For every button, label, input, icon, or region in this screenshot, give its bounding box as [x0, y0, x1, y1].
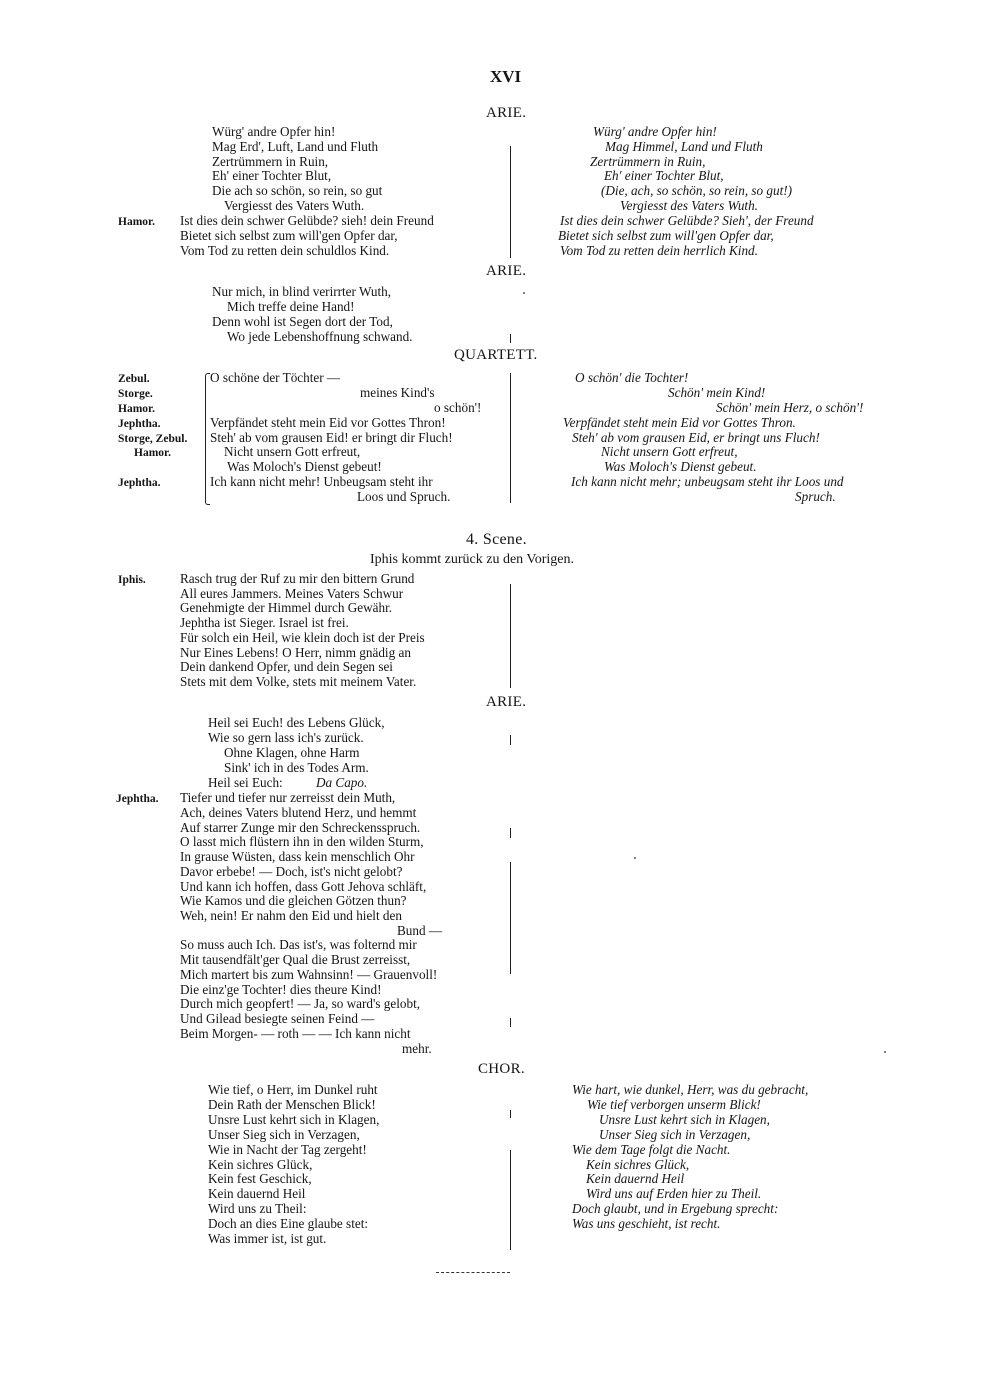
column-divider	[510, 828, 511, 838]
right-line: Mag Himmel, Land und Fluth	[605, 139, 763, 154]
scene-subtitle: Iphis kommt zurück zu den Vorigen.	[370, 552, 575, 567]
left-line: meines Kind's	[360, 385, 435, 400]
left-line: Mich martert bis zum Wahnsinn! — Grauenvoll!	[180, 967, 438, 982]
left-line: Durch mich geopfert! — Ja, so ward's gelobt,	[180, 996, 421, 1011]
left-line: Kein fest Geschick,	[208, 1171, 312, 1186]
column-divider	[510, 1150, 511, 1250]
page-number: XVI	[490, 67, 522, 86]
speaker-label: Storge, Zebul.	[118, 433, 188, 445]
speaker-label: Hamor.	[134, 447, 171, 459]
left-line: Genehmigte der Himmel durch Gewähr.	[180, 600, 393, 615]
right-line: Kein sichres Glück,	[586, 1157, 690, 1172]
speaker-label: Jephtha.	[118, 477, 161, 489]
left-line: So muss auch Ich. Das ist's, was folternd mir	[180, 937, 417, 952]
left-line: Dein dankend Opfer, und dein Segen sei	[180, 659, 393, 674]
column-divider	[510, 1110, 511, 1118]
left-line: Heil sei Euch! des Lebens Glück,	[208, 715, 385, 730]
left-line: Kein dauernd Heil	[208, 1186, 306, 1201]
right-line: Nicht unsern Gott erfreut,	[601, 444, 738, 459]
left-line: Die ach so schön, so rein, so gut	[212, 183, 383, 198]
left-line: Ohne Klagen, ohne Harm	[224, 745, 360, 760]
left-line: Ich kann nicht mehr! Unbeugsam steht ihr	[210, 474, 433, 489]
column-divider	[510, 334, 511, 343]
left-line: Vom Tod zu retten dein schuldlos Kind.	[180, 243, 390, 258]
left-line: Beim Morgen- — roth — — Ich kann nicht	[180, 1026, 411, 1041]
right-line: O schön' die Tochter!	[575, 370, 689, 385]
right-line: Eh' einer Tochter Blut,	[604, 168, 724, 183]
left-line: Rasch trug der Ruf zu mir den bittern Grund	[180, 571, 415, 586]
speaker-label: Hamor.	[118, 216, 155, 228]
right-line: Doch glaubt, und in Ergebung sprecht:	[572, 1201, 779, 1216]
left-line: Mich treffe deine Hand!	[227, 299, 355, 314]
left-line: All eures Jammers. Meines Vaters Schwur	[180, 586, 404, 601]
right-line: Was uns geschieht, ist recht.	[572, 1216, 721, 1231]
left-line: Wird uns zu Theil:	[208, 1201, 307, 1216]
speaker-label: Hamor.	[118, 403, 155, 415]
left-line: Unsre Lust kehrt sich in Klagen,	[208, 1112, 380, 1127]
scan-speck	[884, 1051, 886, 1053]
speaker-label: Zebul.	[118, 373, 150, 385]
closing-rule	[436, 1272, 510, 1273]
section-heading-arie: ARIE.	[486, 694, 527, 710]
left-line: Nur mich, in blind verirrter Wuth,	[212, 284, 392, 299]
right-line: Unsre Lust kehrt sich in Klagen,	[599, 1112, 770, 1127]
left-line: Doch an dies Eine glaube stet:	[208, 1216, 369, 1231]
left-line: Denn wohl ist Segen dort der Tod,	[212, 314, 393, 329]
left-line: Nicht unsern Gott erfreut,	[224, 444, 361, 459]
left-line: Für solch ein Heil, wie klein doch ist der Preis	[180, 630, 425, 645]
right-line: Schön' mein Kind!	[668, 385, 766, 400]
left-line: Zertrümmern in Ruin,	[212, 154, 329, 169]
section-heading-arie: ARIE.	[486, 105, 527, 121]
column-divider	[510, 373, 511, 503]
left-line: mehr.	[402, 1041, 432, 1056]
right-line: Ich kann nicht mehr; unbeugsam steht ihr Loos und	[571, 474, 844, 489]
left-line: Davor erbebe! — Doch, ist's nicht gelobt?	[180, 864, 403, 879]
right-line: Vom Tod zu retten dein herrlich Kind.	[560, 243, 758, 258]
column-divider	[510, 862, 511, 974]
left-line: Mag Erd', Luft, Land und Fluth	[212, 139, 379, 154]
left-line: Bund —	[397, 923, 443, 938]
right-line: Zertrümmern in Ruin,	[590, 154, 706, 169]
speaker-label: Jephtha.	[116, 793, 159, 805]
left-line: Eh' einer Tochter Blut,	[212, 168, 332, 183]
left-line: Ach, deines Vaters blutend Herz, und hemmt	[180, 805, 417, 820]
column-divider	[510, 146, 511, 258]
left-line: Auf starrer Zunge mir den Schreckensspruch.	[180, 820, 421, 835]
speaker-label: Iphis.	[118, 574, 146, 586]
left-line: Wie so gern lass ich's zurück.	[208, 730, 364, 745]
left-line: Bietet sich selbst zum will'gen Opfer dar,	[180, 228, 398, 243]
right-line: (Die, ach, so schön, so rein, so gut!)	[601, 183, 793, 198]
left-line: Mit tausendfält'ger Qual die Brust zerreisst,	[180, 952, 411, 967]
section-heading-chor: CHOR.	[478, 1061, 525, 1077]
left-line: Wie in Nacht der Tag zergeht!	[208, 1142, 367, 1157]
right-line: Wie dem Tage folgt die Nacht.	[572, 1142, 731, 1157]
left-line: Steh' ab vom grausen Eid! er bringt dir Fluch!	[210, 430, 453, 445]
left-line: O lasst mich flüstern ihn in den wilden Sturm,	[180, 834, 424, 849]
left-line: Nur Eines Lebens! O Herr, nimm gnädig an	[180, 645, 411, 660]
left-line: Heil sei Euch:	[208, 775, 283, 790]
column-divider	[510, 735, 511, 745]
right-line: Was Moloch's Dienst gebeut.	[604, 459, 757, 474]
right-line: Kein dauernd Heil	[586, 1171, 685, 1186]
da-capo-marking: Da Capo.	[316, 775, 368, 790]
left-line: Was immer ist, ist gut.	[208, 1231, 327, 1246]
left-line: Und Gilead besiegte seinen Feind —	[180, 1011, 375, 1026]
right-line: Wird uns auf Erden hier zu Theil.	[586, 1186, 762, 1201]
left-line: In grause Wüsten, dass kein menschlich Ohr	[180, 849, 415, 864]
left-line: Wie Kamos und die gleichen Götzen thun?	[180, 893, 407, 908]
right-line: Ist dies dein schwer Gelübde? Sieh', der Freund	[560, 213, 814, 228]
left-line: Würg' andre Opfer hin!	[212, 124, 336, 139]
scan-speck	[523, 292, 525, 294]
speaker-label: Jephtha.	[118, 418, 161, 430]
right-line: Schön' mein Herz, o schön'!	[716, 400, 864, 415]
right-line: Verpfändet steht mein Eid vor Gottes Thron.	[563, 415, 796, 430]
left-line: Tiefer und tiefer nur zerreisst dein Muth,	[180, 790, 396, 805]
left-line: Stets mit dem Volke, stets mit meinem Vater.	[180, 674, 417, 689]
left-line: Was Moloch's Dienst gebeut!	[227, 459, 382, 474]
right-line: Vergiesst des Vaters Wuth.	[620, 198, 758, 213]
section-heading-arie: ARIE.	[486, 263, 527, 279]
right-line: Würg' andre Opfer hin!	[593, 124, 717, 139]
section-heading-quartett: QUARTETT.	[454, 347, 538, 363]
left-line: Und kann ich hoffen, dass Gott Jehova schläft,	[180, 879, 427, 894]
column-divider	[510, 1018, 511, 1027]
right-line: Spruch.	[795, 489, 836, 504]
right-line: Unser Sieg sich in Verzagen,	[599, 1127, 751, 1142]
scan-speck	[634, 857, 636, 859]
scene-title: 4. Scene.	[466, 531, 527, 548]
left-line: Sink' ich in des Todes Arm.	[224, 760, 369, 775]
left-line: O schöne der Töchter —	[210, 370, 341, 385]
right-line: Bietet sich selbst zum will'gen Opfer dar,	[558, 228, 774, 243]
right-line: Wie hart, wie dunkel, Herr, was du gebracht,	[572, 1082, 809, 1097]
speaker-label: Storge.	[118, 388, 153, 400]
left-line: Wo jede Lebenshoffnung schwand.	[227, 329, 413, 344]
right-line: Wie tief verborgen unserm Blick!	[587, 1097, 761, 1112]
left-line: Jephtha ist Sieger. Israel ist frei.	[180, 615, 349, 630]
right-line: Steh' ab vom grausen Eid, er bringt uns Fluch!	[572, 430, 820, 445]
left-line: Die einz'ge Tochter! dies theure Kind!	[180, 982, 382, 997]
left-line: Dein Rath der Menschen Blick!	[208, 1097, 376, 1112]
column-divider	[510, 584, 511, 688]
left-line: Kein sichres Glück,	[208, 1157, 313, 1172]
left-line: Loos und Spruch.	[357, 489, 451, 504]
left-line: o schön'!	[434, 400, 482, 415]
left-line: Unser Sieg sich in Verzagen,	[208, 1127, 360, 1142]
left-line: Verpfändet steht mein Eid vor Gottes Thron!	[210, 415, 446, 430]
left-line: Ist dies dein schwer Gelübde? sieh! dein Freund	[180, 213, 434, 228]
left-line: Weh, nein! Er nahm den Eid und hielt den	[180, 908, 402, 923]
left-line: Wie tief, o Herr, im Dunkel ruht	[208, 1082, 378, 1097]
left-line: Vergiesst des Vaters Wuth.	[224, 198, 365, 213]
